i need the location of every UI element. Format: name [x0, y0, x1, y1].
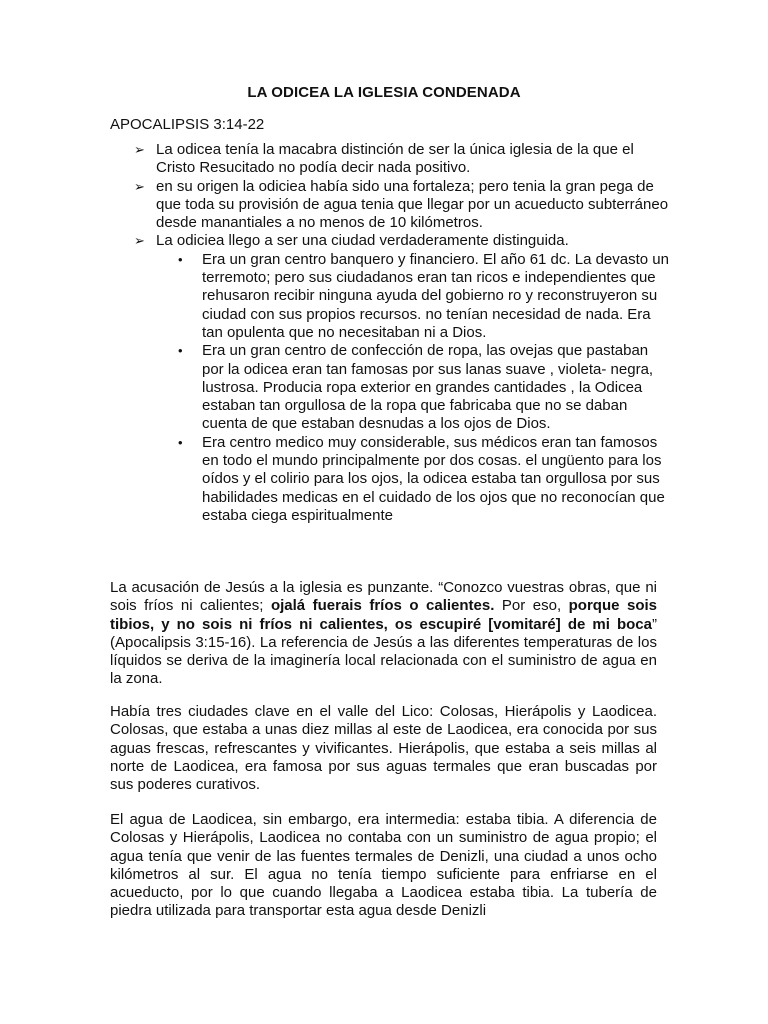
bullet-item-text: Era un gran centro de confección de ropa, las ovejas que pastaban por la odicea eran tan famosas por sus lanas suave , violeta- negra, lustrosa. Producia ropa exterior en grandes cantidades , la Odicea estaban tan orgullosa de la ropa que fabricaba que no se daban cuenta de que estaban desnudas a los ojos de Dios. [202, 342, 654, 433]
scripture-reference: APOCALIPSIS 3:14-22 [110, 116, 265, 133]
arrow-list-item [110, 232, 670, 525]
arrow-item-text: La odicea tenía la macabra distinción de ser la única iglesia de la que el Cristo Resucitado no podía decir nada positivo. [156, 141, 634, 177]
bullet-list-item [156, 251, 670, 342]
arrow-bullet-icon: ➢ [134, 178, 145, 194]
paragraph-laodicea-water: El agua de Laodicea, sin embargo, era intermedia: estaba tibia. A diferencia de Colosas y Hierápolis, Laodicea no contaba con un suministro de agua propio; el agua tenía que venir de las fuentes termales de Denizli, una ciudad a unos ocho kilómetros al sur. El agua no tenía tiempo suficiente para enfriarse en el acueducto, por lo que cuando llegaba a Laodicea estaba tibia. La tubería de piedra utilizada para transportar esta agua desde Denizli [110, 811, 657, 920]
bullet-list [156, 251, 670, 525]
arrow-list-item [110, 141, 670, 178]
bullet-list-item [156, 342, 670, 433]
emphasis-text: ojalá fuerais fríos o calientes. [270, 597, 495, 615]
arrow-bullet-icon: ➢ [134, 142, 145, 157]
arrow-list [110, 141, 670, 525]
arrow-list-item [110, 178, 670, 233]
bullet-dot-icon: • [178, 251, 183, 267]
paragraph-text: Por eso, [494, 597, 569, 615]
arrow-item-text: en su origen la odiciea había sido una fortaleza; pero tenia la gran pega de que toda su provisión de agua tenia que llegar por un acueducto subterráneo desde manantiales a no menos de 10 kilómetros. [156, 177, 669, 232]
arrow-bullet-icon: ➢ [134, 233, 145, 249]
arrow-item-text: La odiciea llego a ser una ciudad verdaderamente distinguida. [156, 232, 569, 250]
paragraph-text: La acusación de Jesús a la iglesia es punzante. “Conozco vuestras obras, que ni sois fríos ni calientes; [110, 579, 657, 615]
emphasis-text: porque sois tibios, y no sois ni fríos ni calientes, os escupiré [vomitaré] de mi boca [110, 597, 657, 633]
paragraph-text: ” (Apocalipsis 3:15-16). La referencia de Jesús a las diferentes temperaturas de los líquidos se deriva de la imaginería local relacionada con el suministro de agua en la zona. [110, 615, 657, 688]
bullet-dot-icon: • [178, 343, 183, 359]
bullet-list-item [156, 434, 670, 525]
bullet-item-text: Era centro medico muy considerable, sus médicos eran tan famosos en todo el mundo principalmente por dos cosas. el ungüento para los oídos y el colirio para los ojos, la odicea estaba tan orgullosa por sus habilidades medicas en el cuidado de los ojos que no reconocían que estaba ciega espiritualmente [202, 433, 665, 524]
bullet-item-text: Era un gran centro banquero y financiero. El año 61 dc. La devasto un terremoto; pero sus ciudadanos eran tan ricos e independientes que rehusaron recibir ninguna ayuda del gobierno ro y reconstruyeron su ciudad con sus propios recursos. no tenían necesidad de nada. Era tan opulenta que no necesitaban ni a Dios. [202, 250, 669, 341]
paragraph-three-cities: Había tres ciudades clave en el valle del Lico: Colosas, Hierápolis y Laodicea. Colosas, que estaba a unas diez millas al este de Laodicea, era conocida por sus aguas frescas, refrescantes y vivificantes. Hierápolis, que estaba a seis millas al norte de Laodicea, era famosa por sus aguas termales que eran buscadas por sus poderes curativos. [110, 703, 657, 794]
paragraph-accusation [110, 579, 657, 689]
bullet-dot-icon: • [178, 434, 183, 450]
document-title: LA ODICEA LA IGLESIA CONDENADA [247, 84, 521, 101]
